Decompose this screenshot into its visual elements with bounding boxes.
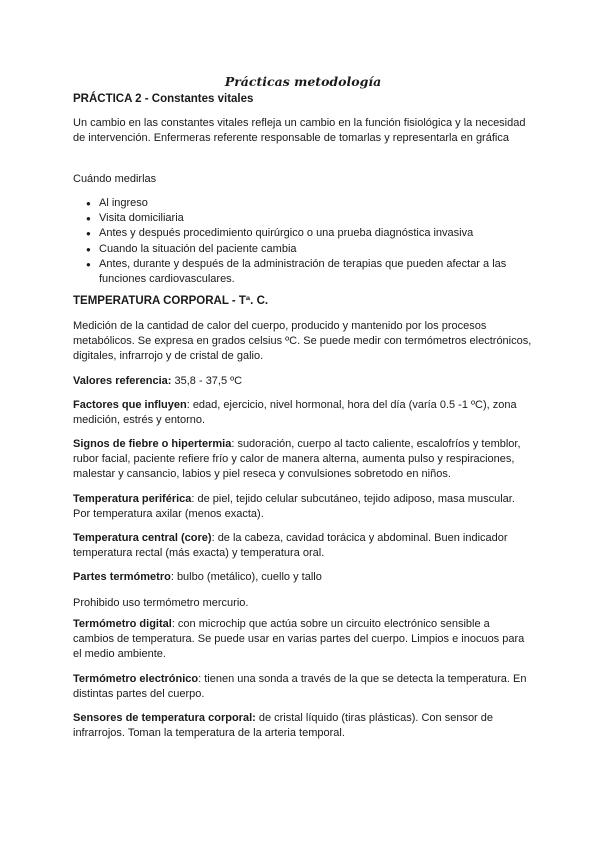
section-label: Signos de fiebre o hipertermia xyxy=(73,438,232,450)
section-electronic-thermometer xyxy=(73,672,533,702)
section-label: Temperatura central (core) xyxy=(73,532,212,544)
temperature-heading: TEMPERATURA CORPORAL - Tª. C. xyxy=(73,295,269,307)
section-core-temperature xyxy=(73,531,533,561)
section-influencing-factors xyxy=(73,398,533,428)
section-label: Termómetro electrónico xyxy=(73,673,199,685)
temperature-intro: Medición de la cantidad de calor del cuerpo, producido y mantenido por los procesos metabólicos. Se expresa en grados celsius ºC. Se puede medir con termómetros electrónicos, digitales, infrarrojo y de cristal de galio. xyxy=(73,320,532,363)
when-label: Cuándo medirlas xyxy=(73,173,157,185)
practice-heading: PRÁCTICA 2 - Constantes vitales xyxy=(73,93,254,105)
section-peripheral-temperature xyxy=(73,492,533,522)
section-text: : bulbo (metálico), cuello y tallo xyxy=(170,571,322,583)
document-title: Prácticas metodología xyxy=(224,74,382,89)
section-body-temperature-sensors xyxy=(73,711,533,741)
section-text: Prohibido uso termómetro mercurio. xyxy=(73,597,249,609)
section-reference-values xyxy=(73,374,533,389)
section-label: Factores que influyen xyxy=(73,399,187,411)
section-text: : con microchip que actúa sobre un circuito electrónico sensible a cambios de temperatura. Se puede usar en varias partes del cuerpo. Limpios e inocuos para el medio ambiente. xyxy=(73,618,525,661)
section-text: : edad, ejercicio, nivel hormonal, hora del día (varía 0.5 -1 ºC), zona medición, estrés y entorno. xyxy=(73,399,517,427)
section-text: : sudoración, cuerpo al tacto caliente, escalofríos y temblor, rubor facial, paciente refiere frío y calor de manera alterna, aumenta pulso y respiraciones, malestar y cansancio, labios y piel reseca y convulsiones sobretodo en niños. xyxy=(73,438,521,481)
section-text: de cristal líquido (tiras plásticas). Con sensor de infrarrojos. Toman la temperatura de la arteria temporal. xyxy=(73,712,494,740)
section-label: Partes termómetro xyxy=(73,571,171,583)
section-text: : tienen una sonda a través de la que se detecta la temperatura. En distintas partes del cuerpo. xyxy=(73,673,527,701)
section-fever-signs xyxy=(73,437,533,483)
section-mercury-prohibited xyxy=(73,596,533,611)
section-digital-thermometer xyxy=(73,617,533,663)
list-item: ● Al ingreso xyxy=(73,196,533,211)
list-item: ● Antes y después procedimiento quirúrgico o una prueba diagnóstica invasiva xyxy=(73,226,533,241)
section-text: : de piel, tejido celular subcutáneo, tejido adiposo, masa muscular. Por temperatura axilar (menos exacta). xyxy=(73,493,515,521)
intro-paragraph: Un cambio en las constantes vitales refleja un cambio en la función fisiológica y la necesidad de intervención. Enfermeras referente responsable de tomarlas y representarla en gráfica xyxy=(73,117,526,145)
section-label: Sensores de temperatura corporal: xyxy=(73,712,256,724)
section-text: : de la cabeza, cavidad torácica y abdominal. Buen indicador temperatura rectal (más exacta) y temperatura oral. xyxy=(73,532,508,560)
section-label: Valores referencia: xyxy=(73,375,172,387)
section-label: Termómetro digital xyxy=(73,618,172,630)
list-item: ● Antes, durante y después de la administración de terapias que pueden afectar a las funciones cardiovasculares. xyxy=(73,257,533,287)
section-thermometer-parts xyxy=(73,570,533,585)
list-item: ● Visita domiciliaria xyxy=(73,211,533,226)
section-label: Temperatura periférica xyxy=(73,493,192,505)
when-list xyxy=(73,196,533,287)
section-text: 35,8 - 37,5 ºC xyxy=(171,375,243,387)
list-item: ● Cuando la situación del paciente cambia xyxy=(73,242,533,257)
